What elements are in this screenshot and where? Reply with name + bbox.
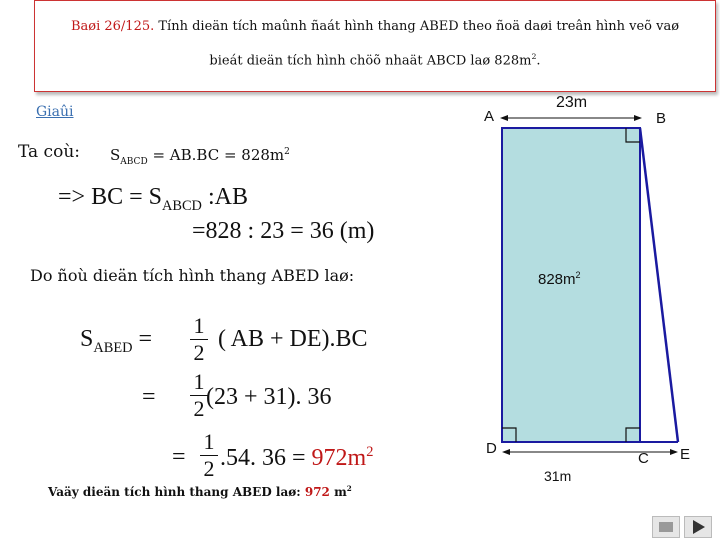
arrow-left-bottom	[502, 449, 510, 455]
arrow-right-bottom	[670, 449, 678, 455]
s-abcd-line: $S_{ABCD} = AB.BC = 828m^2$	[110, 146, 290, 167]
result-value: 972m	[311, 445, 367, 471]
fraction-half-3: 1 2	[200, 430, 218, 481]
label-c: C	[638, 450, 649, 467]
label-d: D	[486, 440, 497, 457]
do-do-line: Do ñoù dieän tích hình thang ABED laø:	[30, 266, 355, 285]
problem-text-1: Tính dieän tích maûnh ñaát hình thang ABED theo ñoä daøi treân hình veõ vaø	[154, 19, 680, 34]
eq2: =	[142, 384, 156, 410]
problem-box	[34, 0, 716, 92]
expr3-line: .54. $36 = 972m^2$	[220, 444, 374, 471]
label-e: E	[680, 446, 691, 463]
conclusion-line: Vaäy dieän tích hình thang ABED laø: 972 $m^2$	[48, 484, 352, 499]
conclusion-value: 972	[304, 485, 330, 499]
top-length-label: 23m	[556, 94, 588, 111]
trapezoid-figure	[470, 90, 720, 490]
problem-line-2: bieát dieän tích hình chöõ nhaät ABCD laø $828m^2$.	[209, 52, 541, 69]
solution-heading: Giaûi	[36, 104, 74, 120]
grid-icon	[653, 517, 679, 537]
nav-button-next[interactable]	[684, 516, 712, 538]
label-b: B	[656, 110, 667, 127]
formula-rest: ( AB + DE).BC	[218, 326, 368, 352]
side-be	[640, 128, 678, 442]
problem-line-1	[35, 12, 715, 42]
label-a: A	[484, 108, 495, 125]
arrow-right-top	[634, 115, 642, 121]
expr2: (23 + 31). 36	[206, 384, 332, 410]
arrow-left-top	[500, 115, 508, 121]
step-bc-line: => BC = $S_{ABCD}$ :AB	[58, 184, 248, 214]
ta-co-label: Ta coù:	[18, 142, 80, 162]
fraction-half-2: 1 2	[190, 370, 208, 421]
play-icon	[685, 517, 711, 537]
eq3: =	[172, 444, 186, 470]
problem-number: Baøi 26/125.	[70, 19, 155, 34]
formula-s-abed: $S_{ABED}$ =	[80, 326, 153, 356]
nav-button-menu[interactable]	[652, 516, 680, 538]
bottom-length-label: 31m	[544, 468, 572, 484]
step-bc-result: =828 : 23 = 36 (m)	[192, 218, 375, 244]
fraction-half-1: 1 2	[190, 314, 208, 365]
area-label: $828m^2$	[538, 270, 581, 288]
